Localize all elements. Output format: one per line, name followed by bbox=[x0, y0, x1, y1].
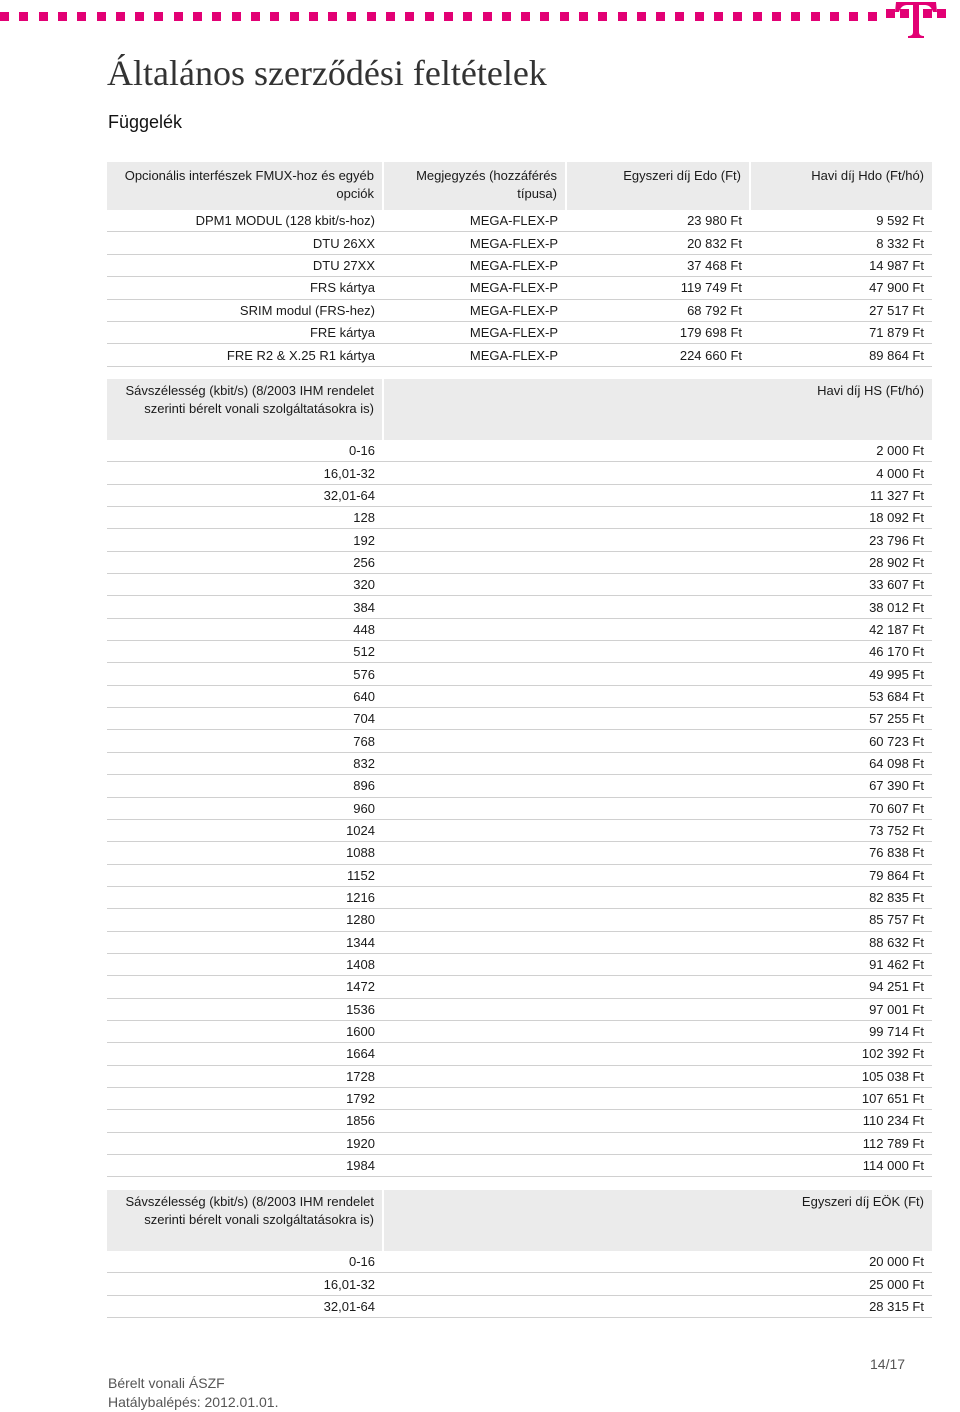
table-cell: 102 392 Ft bbox=[383, 1043, 932, 1065]
table-row bbox=[107, 507, 932, 529]
table-cell: FRE R2 & X.25 R1 kártya bbox=[107, 344, 383, 366]
table-cell: 53 684 Ft bbox=[383, 685, 932, 707]
brand-square bbox=[367, 12, 376, 21]
brand-square bbox=[58, 12, 67, 21]
table-cell: 28 315 Ft bbox=[383, 1295, 932, 1317]
table-row bbox=[107, 344, 932, 366]
table-cell: 1024 bbox=[107, 819, 383, 841]
table-row bbox=[107, 953, 932, 975]
brand-square bbox=[714, 12, 723, 21]
table-row bbox=[107, 440, 932, 462]
table-cell: 16,01-32 bbox=[107, 1273, 383, 1295]
page-title: Általános szerződési feltételek bbox=[107, 53, 547, 93]
table-cell: MEGA-FLEX-P bbox=[383, 232, 566, 254]
table-cell: 1664 bbox=[107, 1043, 383, 1065]
brand-square bbox=[270, 12, 279, 21]
brand-square bbox=[309, 12, 318, 21]
table-cell: 1216 bbox=[107, 886, 383, 908]
table-cell: 1920 bbox=[107, 1132, 383, 1154]
brand-square bbox=[656, 12, 665, 21]
table-cell: 11 327 Ft bbox=[383, 484, 932, 506]
page-subtitle: Függelék bbox=[108, 112, 183, 132]
brand-square bbox=[540, 12, 549, 21]
table-row bbox=[107, 321, 932, 343]
table-row bbox=[107, 462, 932, 484]
table-row bbox=[107, 1251, 932, 1273]
table-row bbox=[107, 1065, 932, 1087]
brand-square bbox=[753, 12, 762, 21]
table-row bbox=[107, 618, 932, 640]
bandwidth-monthly-fee-table bbox=[107, 379, 932, 1177]
brand-square bbox=[791, 12, 800, 21]
table-cell: MEGA-FLEX-P bbox=[383, 254, 566, 276]
column-header: Havi díj HS (Ft/hó) bbox=[383, 379, 932, 440]
table-row bbox=[107, 596, 932, 618]
brand-square bbox=[135, 12, 144, 21]
brand-square bbox=[675, 12, 684, 21]
table-row bbox=[107, 277, 932, 299]
table-cell: 76 838 Ft bbox=[383, 842, 932, 864]
table-cell: 28 902 Ft bbox=[383, 551, 932, 573]
brand-dotted-bar bbox=[0, 12, 960, 24]
table-row bbox=[107, 730, 932, 752]
table-row bbox=[107, 1110, 932, 1132]
table-cell: MEGA-FLEX-P bbox=[383, 277, 566, 299]
table-cell: 1536 bbox=[107, 998, 383, 1020]
table-cell: 114 000 Ft bbox=[383, 1155, 932, 1177]
table-row bbox=[107, 1087, 932, 1109]
column-header: Sávszélesség (kbit/s) (8/2003 IHM rendelet szerinti bérelt vonali szolgáltatásokra is) bbox=[107, 379, 383, 440]
brand-square bbox=[0, 12, 9, 21]
brand-square bbox=[174, 12, 183, 21]
table-cell: MEGA-FLEX-P bbox=[383, 344, 566, 366]
table-cell: 107 651 Ft bbox=[383, 1087, 932, 1109]
table-row bbox=[107, 775, 932, 797]
footer-info bbox=[108, 1374, 278, 1412]
interfaces-price-table bbox=[107, 162, 932, 367]
table-cell: MEGA-FLEX-P bbox=[383, 321, 566, 343]
brand-square bbox=[811, 12, 820, 21]
brand-square bbox=[598, 12, 607, 21]
brand-square bbox=[212, 12, 221, 21]
column-header: Sávszélesség (kbit/s) (8/2003 IHM rendelet szerinti bérelt vonali szolgáltatásokra is) bbox=[107, 1190, 383, 1251]
table-cell: 1344 bbox=[107, 931, 383, 953]
brand-square bbox=[386, 12, 395, 21]
table-row bbox=[107, 551, 932, 573]
table-cell: 27 517 Ft bbox=[750, 299, 932, 321]
table-row bbox=[107, 842, 932, 864]
brand-square bbox=[425, 12, 434, 21]
telekom-t-icon bbox=[886, 2, 946, 38]
table-cell: 60 723 Ft bbox=[383, 730, 932, 752]
table-cell: 20 000 Ft bbox=[383, 1251, 932, 1273]
table-cell: 97 001 Ft bbox=[383, 998, 932, 1020]
column-header: Egyszeri díj Edo (Ft) bbox=[566, 162, 750, 210]
table-cell: 89 864 Ft bbox=[750, 344, 932, 366]
table-cell: DTU 27XX bbox=[107, 254, 383, 276]
table-cell: DPM1 MODUL (128 kbit/s-hoz) bbox=[107, 210, 383, 232]
table-cell: 2 000 Ft bbox=[383, 440, 932, 462]
table-cell: 64 098 Ft bbox=[383, 752, 932, 774]
brand-square bbox=[347, 12, 356, 21]
column-header: Megjegyzés (hozzáférés típusa) bbox=[383, 162, 566, 210]
footer-effective-date: Hatálybalépés: 2012.01.01. bbox=[108, 1394, 279, 1410]
table-row bbox=[107, 1295, 932, 1317]
table-cell: 224 660 Ft bbox=[566, 344, 750, 366]
brand-square bbox=[251, 12, 260, 21]
brand-square bbox=[560, 12, 569, 21]
brand-square bbox=[830, 12, 839, 21]
table-cell: 23 980 Ft bbox=[566, 210, 750, 232]
brand-square bbox=[405, 12, 414, 21]
table-cell: 94 251 Ft bbox=[383, 976, 932, 998]
brand-square bbox=[579, 12, 588, 21]
table-cell: 448 bbox=[107, 618, 383, 640]
table-cell: 67 390 Ft bbox=[383, 775, 932, 797]
table-row bbox=[107, 819, 932, 841]
table-cell: 896 bbox=[107, 775, 383, 797]
table-row bbox=[107, 210, 932, 232]
table-cell: 1472 bbox=[107, 976, 383, 998]
table-cell: 8 332 Ft bbox=[750, 232, 932, 254]
brand-square bbox=[116, 12, 125, 21]
table-cell: 18 092 Ft bbox=[383, 507, 932, 529]
footer-doc-name: Bérelt vonali ÁSZF bbox=[108, 1375, 225, 1391]
table-cell: 23 796 Ft bbox=[383, 529, 932, 551]
table-cell: 71 879 Ft bbox=[750, 321, 932, 343]
table-cell: 37 468 Ft bbox=[566, 254, 750, 276]
table-row bbox=[107, 1273, 932, 1295]
table-row bbox=[107, 232, 932, 254]
brand-square bbox=[849, 12, 858, 21]
table-cell: 256 bbox=[107, 551, 383, 573]
table-cell: 99 714 Ft bbox=[383, 1020, 932, 1042]
table-cell: DTU 26XX bbox=[107, 232, 383, 254]
table-cell: 512 bbox=[107, 641, 383, 663]
table-row bbox=[107, 574, 932, 596]
table-cell: MEGA-FLEX-P bbox=[383, 210, 566, 232]
table-cell: 1280 bbox=[107, 909, 383, 931]
table-cell: 32,01-64 bbox=[107, 484, 383, 506]
table-cell: 960 bbox=[107, 797, 383, 819]
table-header-row bbox=[107, 1190, 932, 1251]
table-cell: 1856 bbox=[107, 1110, 383, 1132]
table-row bbox=[107, 998, 932, 1020]
table-row bbox=[107, 484, 932, 506]
table-row bbox=[107, 931, 932, 953]
table-cell: 57 255 Ft bbox=[383, 708, 932, 730]
table-cell: 42 187 Ft bbox=[383, 618, 932, 640]
table-cell: 47 900 Ft bbox=[750, 277, 932, 299]
brand-square bbox=[772, 12, 781, 21]
brand-square bbox=[97, 12, 106, 21]
table-cell: 49 995 Ft bbox=[383, 663, 932, 685]
table-cell: 38 012 Ft bbox=[383, 596, 932, 618]
table-cell: 79 864 Ft bbox=[383, 864, 932, 886]
table-cell: 16,01-32 bbox=[107, 462, 383, 484]
table-cell: 82 835 Ft bbox=[383, 886, 932, 908]
table-header-row bbox=[107, 162, 932, 210]
column-header: Opcionális interfészek FMUX-hoz és egyéb opciók bbox=[107, 162, 383, 210]
table-row bbox=[107, 685, 932, 707]
table-cell: 73 752 Ft bbox=[383, 819, 932, 841]
table-header-row bbox=[107, 379, 932, 440]
table-row bbox=[107, 752, 932, 774]
table-cell: 1984 bbox=[107, 1155, 383, 1177]
table-cell: 9 592 Ft bbox=[750, 210, 932, 232]
brand-square bbox=[328, 12, 337, 21]
table-cell: 85 757 Ft bbox=[383, 909, 932, 931]
table-row bbox=[107, 864, 932, 886]
brand-square bbox=[868, 12, 877, 21]
table-row bbox=[107, 886, 932, 908]
table-cell: 832 bbox=[107, 752, 383, 774]
table-cell: 0-16 bbox=[107, 440, 383, 462]
brand-square bbox=[637, 12, 646, 21]
table-cell: 179 698 Ft bbox=[566, 321, 750, 343]
table-cell: 576 bbox=[107, 663, 383, 685]
table-row bbox=[107, 663, 932, 685]
table-cell: 14 987 Ft bbox=[750, 254, 932, 276]
table-cell: 20 832 Ft bbox=[566, 232, 750, 254]
table-cell: 91 462 Ft bbox=[383, 953, 932, 975]
table-cell: 768 bbox=[107, 730, 383, 752]
brand-square bbox=[77, 12, 86, 21]
brand-square bbox=[463, 12, 472, 21]
table-cell: 46 170 Ft bbox=[383, 641, 932, 663]
table-row bbox=[107, 641, 932, 663]
table-cell: 1088 bbox=[107, 842, 383, 864]
brand-square bbox=[502, 12, 511, 21]
table-cell: 1408 bbox=[107, 953, 383, 975]
table-cell: 119 749 Ft bbox=[566, 277, 750, 299]
table-row bbox=[107, 1155, 932, 1177]
table-cell: 1728 bbox=[107, 1065, 383, 1087]
brand-square bbox=[733, 12, 742, 21]
bandwidth-one-time-fee-table bbox=[107, 1190, 932, 1318]
table-cell: 32,01-64 bbox=[107, 1295, 383, 1317]
table-row bbox=[107, 797, 932, 819]
table-cell: 88 632 Ft bbox=[383, 931, 932, 953]
table-cell: 128 bbox=[107, 507, 383, 529]
brand-square bbox=[618, 12, 627, 21]
brand-square bbox=[444, 12, 453, 21]
table-row bbox=[107, 909, 932, 931]
brand-square bbox=[232, 12, 241, 21]
table-cell: 25 000 Ft bbox=[383, 1273, 932, 1295]
brand-square bbox=[19, 12, 28, 21]
table-cell: 320 bbox=[107, 574, 383, 596]
brand-square bbox=[483, 12, 492, 21]
table-cell: FRE kártya bbox=[107, 321, 383, 343]
table-cell: 4 000 Ft bbox=[383, 462, 932, 484]
table-cell: 70 607 Ft bbox=[383, 797, 932, 819]
table-cell: 0-16 bbox=[107, 1251, 383, 1273]
table-cell: 33 607 Ft bbox=[383, 574, 932, 596]
table-row bbox=[107, 708, 932, 730]
brand-square bbox=[39, 12, 48, 21]
table-row bbox=[107, 1132, 932, 1154]
table-row bbox=[107, 1020, 932, 1042]
table-cell: 384 bbox=[107, 596, 383, 618]
table-row bbox=[107, 976, 932, 998]
table-row bbox=[107, 299, 932, 321]
table-cell: 1152 bbox=[107, 864, 383, 886]
brand-square bbox=[695, 12, 704, 21]
table-cell: 640 bbox=[107, 685, 383, 707]
table-cell: 1600 bbox=[107, 1020, 383, 1042]
table-cell: 68 792 Ft bbox=[566, 299, 750, 321]
table-row bbox=[107, 1043, 932, 1065]
table-row bbox=[107, 529, 932, 551]
table-cell: FRS kártya bbox=[107, 277, 383, 299]
table-cell: MEGA-FLEX-P bbox=[383, 299, 566, 321]
brand-square bbox=[521, 12, 530, 21]
table-cell: 1792 bbox=[107, 1087, 383, 1109]
table-cell: 112 789 Ft bbox=[383, 1132, 932, 1154]
table-cell: 704 bbox=[107, 708, 383, 730]
column-header: Egyszeri díj EÖK (Ft) bbox=[383, 1190, 932, 1251]
table-cell: 192 bbox=[107, 529, 383, 551]
table-cell: 110 234 Ft bbox=[383, 1110, 932, 1132]
brand-square bbox=[193, 12, 202, 21]
brand-square bbox=[290, 12, 299, 21]
brand-square bbox=[154, 12, 163, 21]
column-header: Havi díj Hdo (Ft/hó) bbox=[750, 162, 932, 210]
table-cell: SRIM modul (FRS-hez) bbox=[107, 299, 383, 321]
page-number: 14/17 bbox=[870, 1356, 906, 1372]
table-cell: 105 038 Ft bbox=[383, 1065, 932, 1087]
table-row bbox=[107, 254, 932, 276]
